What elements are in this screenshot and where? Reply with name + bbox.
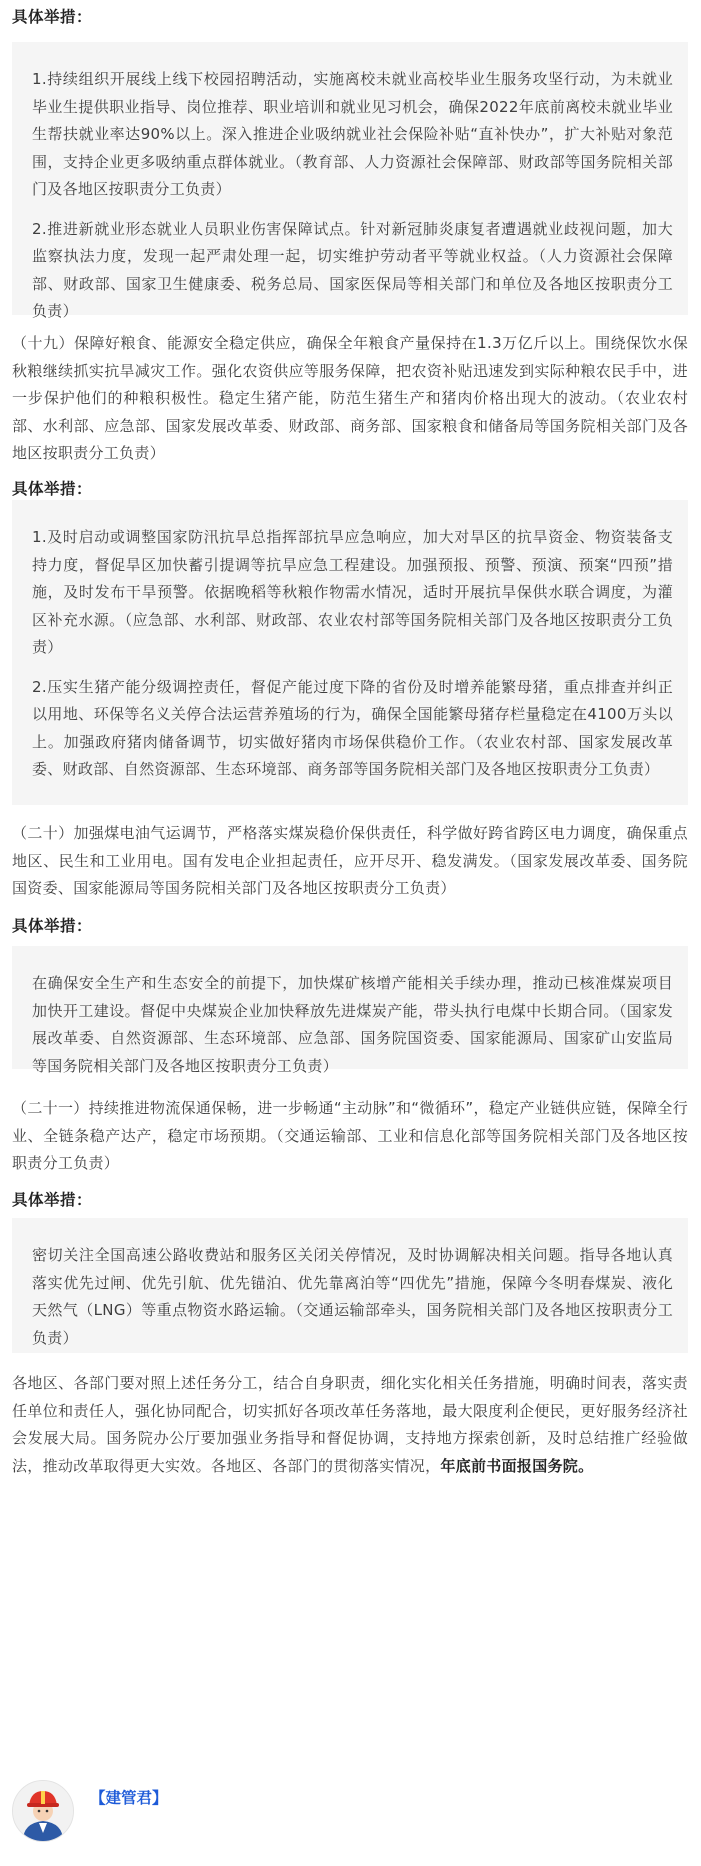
closing-paragraph	[12, 1370, 688, 1480]
section-heading: 具体举措：	[12, 480, 93, 498]
measures-box	[12, 42, 688, 320]
measures-box	[12, 500, 688, 805]
section-heading: 具体举措：	[12, 917, 93, 935]
measure-paragraph: 1.持续组织开展线上线下校园招聘活动，实施离校未就业高校毕业生服务攻坚行动，为未就业毕业生提供职业指导、岗位推荐、职业培训和就业见习机会，确保2022年底前离校未就业毕业生帮扶就业率达90%以上。深入推进企业吸纳就业社会保险补贴“直补快办”，扩大补贴对象范围，支持企业更多吸纳重点群体就业。（教育部、人力资源社会保障部、财政部等国务院相关部门及各地区按职责分工负责）	[32, 70, 673, 198]
section-heading: 具体举措：	[12, 8, 93, 26]
measure-paragraph: 2.推进新就业形态就业人员职业伤害保障试点。针对新冠肺炎康复者遭遇就业歧视问题，加大监察执法力度，发现一起严肃处理一起，切实维护劳动者平等就业权益。（人力资源社会保障部、财政部、国家卫生健康委、税务总局、国家医保局等相关部门和单位及各地区按职责分工负责）	[32, 219, 673, 320]
measure-paragraph: 2.压实生猪产能分级调控责任，督促产能过度下降的省份及时增养能繁母猪，重点排查并纠正以用地、环保等名义关停合法运营养殖场的行为，确保全国能繁母猪存栏量稳定在4100万头以上。加强政府猪肉储备调节，切实做好猪肉市场保供稳价工作。（农业农村部、国家发展改革委、财政部、自然资源部、生态环境部、商务部等国务院相关部门及各地区按职责分工负责）	[32, 677, 673, 778]
closing-emphasis: 年底前书面报国务院。	[440, 1456, 594, 1475]
section-heading: 具体举措：	[12, 1191, 93, 1209]
measure-paragraph: 1.及时启动或调整国家防汛抗旱总指挥部抗旱应急响应，加大对旱区的抗旱资金、物资装备支持力度，督促旱区加快蓄引提调等抗旱应急工程建设。加强预报、预警、预演、预案“四预”措施，及时发布干旱预警。依据晚稻等秋粮作物需水情况，适时开展抗旱保供水联合调度，为灌区补充水源。（应急部、水利部、财政部、农业农村部等国务院相关部门及各地区按职责分工负责）	[32, 528, 673, 656]
body-paragraph: （二十）加强煤电油气运调节，严格落实煤炭稳价保供责任，科学做好跨省跨区电力调度，确保重点地区、民生和工业用电。国有发电企业担起责任，应开尽开、稳发满发。（国家发展改革委、国务院国资委、国家能源局等国务院相关部门及各地区按职责分工负责）	[12, 824, 688, 897]
body-paragraph: （十九）保障好粮食、能源安全稳定供应，确保全年粮食产量保持在1.3万亿斤以上。围绕保饮水保秋粮继续抓实抗旱减灾工作。强化农资供应等服务保障，把农资补贴迅速发到实际种粮农民手中，进一步保护他们的种粮积极性。稳定生猪产能，防范生猪生产和猪肉价格出现大的波动。（农业农村部、水利部、应急部、国家发展改革委、财政部、商务部、国家粮食和储备局等国务院相关部门及各地区按职责分工负责）	[12, 334, 688, 462]
author-name: 【建管君】	[90, 1789, 168, 1807]
closing-text: 各地区、各部门要对照上述任务分工，结合自身职责，细化实化相关任务措施，明确时间表，落实责任单位和责任人，强化协同配合，切实抓好各项改革任务落地，最大限度利企便民，更好服务经济社会发展大局。国务院办公厅要加强业务指导和督促协调，支持地方探索创新，及时总结推广经验做法，推动改革取得更大实效。各地区、各部门的贯彻落实情况，	[12, 1374, 688, 1475]
measure-paragraph: 密切关注全国高速公路收费站和服务区关闭关停情况，及时协调解决相关问题。指导各地认真落实优先过闸、优先引航、优先锚泊、优先靠离泊等“四优先”措施，保障今冬明春煤炭、液化天然气（LNG）等重点物资水路运输。（交通运输部牵头，国务院相关部门及各地区按职责分工负责）	[32, 1246, 673, 1347]
body-paragraph: （二十一）持续推进物流保通保畅，进一步畅通“主动脉”和“微循环”，稳定产业链供应链，保障全行业、全链条稳产达产，稳定市场预期。（交通运输部、工业和信息化部等国务院相关部门及各地区按职责分工负责）	[12, 1099, 688, 1172]
measures-box	[12, 1218, 688, 1353]
measure-paragraph: 在确保安全生产和生态安全的前提下，加快煤矿核增产能相关手续办理，推动已核准煤炭项目加快开工建设。督促中央煤炭企业加快释放先进煤炭产能，带头执行电煤中长期合同。（国家发展改革委、自然资源部、生态环境部、应急部、国务院国资委、国家能源局、国家矿山安监局等国务院相关部门及各地区按职责分工负责）	[32, 974, 673, 1075]
measures-box	[12, 946, 688, 1075]
signature-block	[12, 1780, 412, 1860]
worker-avatar-icon	[12, 1780, 74, 1842]
